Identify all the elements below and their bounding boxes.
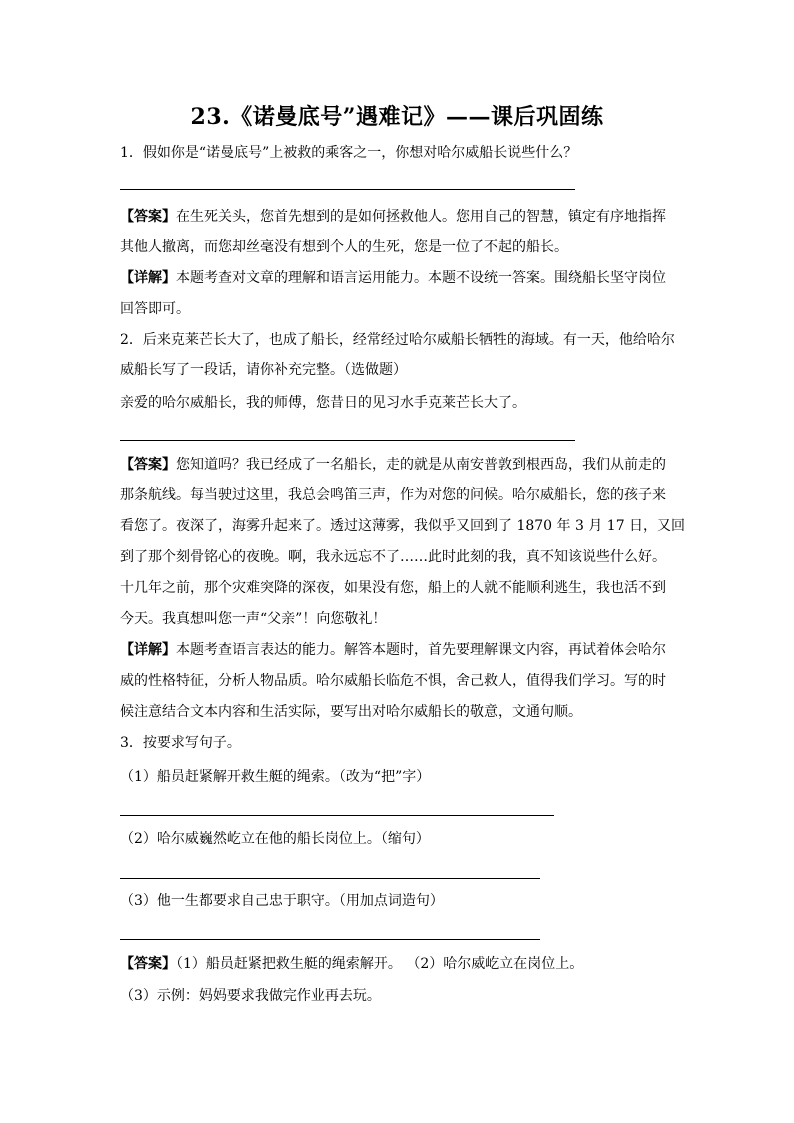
- question-3: 3．按要求写句子。: [120, 735, 241, 751]
- answer-blank-3-3[interactable]: [120, 939, 540, 940]
- q3-answer-line-1: 【答案】（1）船员赶紧把救生艇的绳索解开。 （2）哈尔威屹立在岗位上。: [120, 956, 584, 972]
- question-2-line-2: 威船长写了一段话，请你补充完整。（选做题）: [120, 362, 407, 378]
- question-1: 1．假如你是“诺曼底号”上被救的乘客之一，你想对哈尔威船长说些什么？: [120, 145, 578, 161]
- q1-detail-line-1: 【详解】本题考查对文章的理解和语言运用能力。本题不设统一答案。围绕船长坚守岗位: [120, 270, 666, 286]
- answer-tag: 【答案】: [120, 457, 176, 473]
- question-3-sub-2: （2）哈尔威巍然屹立在他的船长岗位上。（缩句）: [120, 831, 430, 847]
- q1-detail-line-2: 回答即可。: [120, 301, 190, 317]
- answer-tag: 【答案】: [120, 209, 176, 225]
- question-3-sub-3: （3）他一生都要求自己忠于职守。（用加点词造句）: [120, 893, 444, 909]
- q2-detail-line-3: 候注意结合文本内容和生活实际，要写出对哈尔威船长的敬意，文通句顺。: [120, 704, 582, 720]
- page-title: 23.《诺曼底号”遇难记》——课后巩固练: [190, 104, 604, 130]
- q2-answer-line-6: 今天。我真想叫您一声“父亲”！向您敬礼！: [120, 611, 387, 627]
- q2-answer-line-4: 到了那个刻骨铭心的夜晚。啊，我永远忘不了……此时此刻的我，真不知该说些什么好。: [120, 549, 666, 565]
- q3-answer-line-2: （3）示例：妈妈要求我做完作业再去玩。: [120, 988, 381, 1004]
- q2-answer-line-1: 【答案】您知道吗？我已经成了一名船长，走的就是从南安普敦到根西岛，我们从前走的: [120, 457, 666, 473]
- question-3-sub-1: （1）船员赶紧解开救生艇的绳索。（改为“把”字）: [120, 769, 431, 785]
- q1-answer-line-2: 其他人撤离，而您却丝毫没有想到个人的生死，您是一位了不起的船长。: [120, 239, 568, 255]
- q1-answer-line-1: 【答案】在生死关头，您首先想到的是如何拯救他人。您用自己的智慧，镇定有序地指挥: [120, 209, 666, 225]
- answer-blank-1[interactable]: [120, 189, 575, 190]
- q2-answer-line-3: 看您了。夜深了，海雾升起来了。透过这薄雾，我似乎又回到了 1870 年 3 月 17 日，又回: [120, 518, 686, 534]
- question-2-line-3: 亲爱的哈尔威船长，我的师傅，您昔日的见习水手克莱芒长大了。: [120, 395, 526, 411]
- q2-detail-line-2: 威的性格特征，分析人物品质。哈尔威船长临危不惧，舍己救人，值得我们学习。写的时: [120, 673, 666, 689]
- answer-blank-3-2[interactable]: [120, 878, 540, 879]
- detail-tag: 【详解】: [120, 270, 176, 286]
- q2-answer-line-5: 十几年之前，那个灾难突降的深夜，如果没有您，船上的人就不能顺利逃生，我也活不到: [120, 580, 666, 596]
- q2-answer-line-2: 那条航线。每当驶过这里，我总会鸣笛三声，作为对您的问候。哈尔威船长，您的孩子来: [120, 487, 666, 503]
- q2-detail-line-1: 【详解】本题考查语言表达的能力。解答本题时，首先要理解课文内容，再试着体会哈尔: [120, 642, 666, 658]
- detail-tag: 【详解】: [120, 642, 176, 658]
- question-2-line-1: 2．后来克莱芒长大了，也成了船长，经常经过哈尔威船长牺牲的海域。有一天，他给哈尔: [120, 332, 675, 348]
- answer-blank-2[interactable]: [120, 440, 575, 441]
- answer-blank-3-1[interactable]: [120, 815, 554, 816]
- answer-tag: 【答案】: [120, 956, 176, 972]
